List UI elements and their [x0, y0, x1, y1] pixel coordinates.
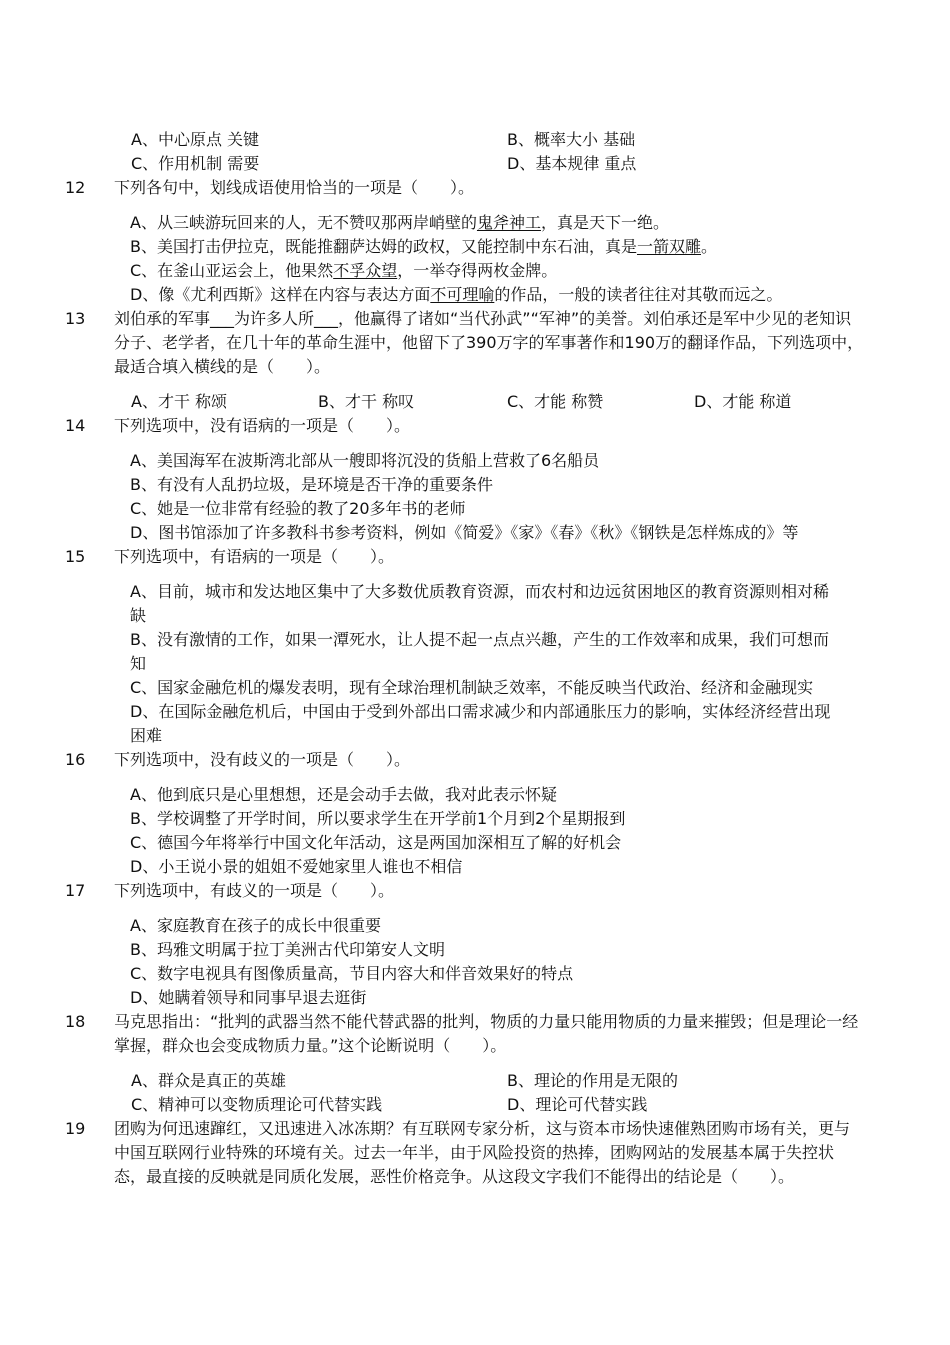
question-16	[0, 748, 950, 772]
underlined-idiom: 不可理喻	[430, 285, 495, 304]
question-stem: 团购为何迅速蹿红，又迅速进入冰冻期？有互联网专家分析，这与资本市场快速催熟团购市场有关，更与中国互联网行业特殊的环境有关。过去一年半，由于风险投资的热捧，团购网站的发展基本属于失控状态，最直接的反映就是同质化发展，恶性价格竞争。从这段文字我们不能得出的结论是（ ）。	[114, 1119, 851, 1186]
question-15-options	[130, 580, 835, 748]
question-12-options	[130, 211, 835, 307]
option-d: D、才能 称道	[694, 392, 792, 411]
option-d: D、基本规律 重点	[507, 154, 637, 173]
question-stem: 下列选项中，没有语病的一项是（ ）。	[114, 416, 411, 435]
option-a: A、美国海军在波斯湾北部从一艘即将沉没的货船上营救了6名船员	[130, 451, 600, 470]
question-14-options	[130, 449, 835, 545]
option-a: A、从三峡游玩回来的人，无不赞叹那两岸峭壁的鬼斧神工，真是天下一绝。	[130, 213, 669, 232]
option-b: B、概率大小 基础	[507, 130, 636, 149]
option-d: D、小王说小景的姐姐不爱她家里人谁也不相信	[130, 857, 463, 876]
question-stem: 下列选项中，有语病的一项是（ ）。	[114, 547, 395, 566]
question-number: 12	[65, 178, 86, 197]
option-d: D、理论可代替实践	[507, 1095, 648, 1114]
question-number: 15	[65, 547, 86, 566]
question-15	[0, 545, 950, 569]
option-d: D、在国际金融危机后，中国由于受到外部出口需求减少和内部通胀压力的影响，实体经济经营出现困难	[130, 702, 831, 745]
option-b: B、理论的作用是无限的	[507, 1071, 678, 1090]
option-d: D、图书馆添加了许多教科书参考资料，例如《简爱》《家》《春》《秋》《钢铁是怎样炼成的》等	[130, 523, 799, 542]
question-18	[0, 1010, 950, 1058]
question-13-options	[0, 390, 950, 414]
option-a: A、家庭教育在孩子的成长中很重要	[130, 916, 381, 935]
question-number: 18	[65, 1012, 86, 1031]
option-a: A、才干 称颂	[131, 392, 228, 411]
option-a: A、群众是真正的英雄	[131, 1071, 286, 1090]
question-page	[0, 128, 950, 1189]
underlined-idiom: 不孚众望	[333, 261, 398, 280]
option-d: D、像《尤利西斯》这样在内容与表达方面不可理喻的作品，一般的读者往往对其敬而远之。	[130, 285, 783, 304]
option-b: B、没有激情的工作，如果一潭死水，让人提不起一点点兴趣，产生的工作效率和成果，我们可想而知	[130, 630, 829, 673]
option-b: B、玛雅文明属于拉丁美洲古代印第安人文明	[130, 940, 445, 959]
top-options-row-2	[0, 152, 950, 176]
option-c: C、她是一位非常有经验的教了20多年书的老师	[130, 499, 466, 518]
question-stem: 下列各句中，划线成语使用恰当的一项是（ ）。	[114, 178, 475, 197]
question-stem: 下列选项中，没有歧义的一项是（ ）。	[114, 750, 411, 769]
top-options-row-1	[0, 128, 950, 152]
question-stem: 刘伯承的军事___为许多人所___，他赢得了诸如“当代孙武”“军神”的美誉。刘伯承还是军中少见的老知识分子、老学者，在几十年的革命生涯中，他留下了390万字的军事著作和190万的翻译作品，下列选项中，最适合填入横线的是（ ）。	[114, 309, 864, 376]
option-b: B、才干 称叹	[318, 392, 415, 411]
question-18-options-row-1	[0, 1069, 950, 1093]
question-14	[0, 414, 950, 438]
question-16-options	[130, 783, 835, 879]
option-b: B、学校调整了开学时间，所以要求学生在开学前1个月到2个星期报到	[130, 809, 626, 828]
question-number: 16	[65, 750, 86, 769]
option-a: A、目前，城市和发达地区集中了大多数优质教育资源，而农村和边远贫困地区的教育资源则相对稀缺	[130, 582, 829, 625]
option-c: C、才能 称赞	[507, 392, 604, 411]
option-a: A、中心原点 关键	[131, 130, 260, 149]
option-c: C、德国今年将举行中国文化年活动，这是两国加深相互了解的好机会	[130, 833, 622, 852]
question-number: 17	[65, 881, 86, 900]
option-c: C、作用机制 需要	[131, 154, 260, 173]
question-19	[0, 1117, 950, 1189]
underlined-idiom: 一箭双雕	[636, 237, 701, 256]
option-c: C、精神可以变物质理论可代替实践	[131, 1095, 383, 1114]
question-13	[0, 307, 950, 379]
question-stem: 下列选项中，有歧义的一项是（ ）。	[114, 881, 395, 900]
underlined-idiom: 鬼斧神工	[476, 213, 541, 232]
question-number: 13	[65, 309, 86, 328]
option-c: C、国家金融危机的爆发表明，现有全球治理机制缺乏效率，不能反映当代政治、经济和金融现实	[130, 678, 814, 697]
option-b: B、有没有人乱扔垃圾，是环境是否干净的重要条件	[130, 475, 493, 494]
question-number: 19	[65, 1119, 86, 1138]
question-12	[0, 176, 950, 200]
option-b: B、美国打击伊拉克，既能推翻萨达姆的政权，又能控制中东石油，真是一箭双雕。	[130, 237, 718, 256]
option-a: A、他到底只是心里想想，还是会动手去做，我对此表示怀疑	[130, 785, 557, 804]
question-number: 14	[65, 416, 86, 435]
question-18-options-row-2	[0, 1093, 950, 1117]
option-c: C、在釜山亚运会上，他果然不孚众望，一举夺得两枚金牌。	[130, 261, 558, 280]
question-stem: 马克思指出：“批判的武器当然不能代替武器的批判，物质的力量只能用物质的力量来摧毁；但是理论一经掌握，群众也会变成物质力量。”这个论断说明（ ）。	[114, 1012, 859, 1055]
option-d: D、她瞒着领导和同事早退去逛街	[130, 988, 367, 1007]
question-17	[0, 879, 950, 903]
option-c: C、数字电视具有图像质量高，节目内容大和伴音效果好的特点	[130, 964, 574, 983]
question-17-options	[130, 914, 835, 1010]
